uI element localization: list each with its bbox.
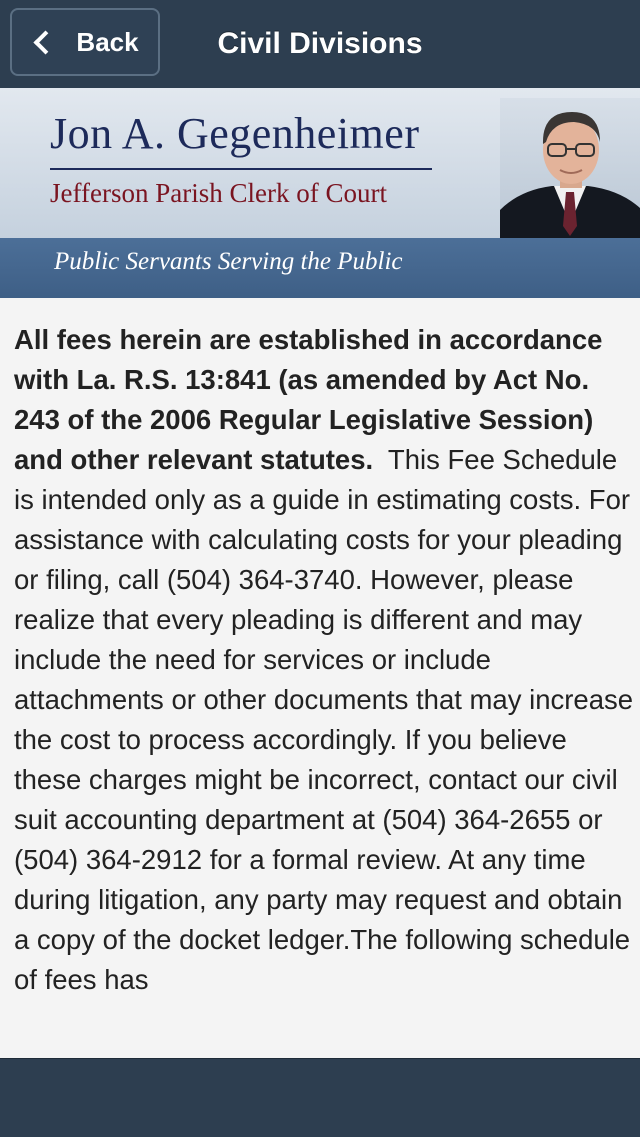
clerk-portrait-image (500, 98, 640, 238)
navigation-bar (0, 0, 640, 89)
bottom-toolbar (0, 1058, 640, 1137)
fee-guide-text: This Fee Schedule is intended only as a guide in estimating costs. For assistance with calculating costs for your pleading or filing, call (504) 364-3740. However, please realize that every pleading is different and may include the need for services or include attachments or other documents that may increase the cost to process accordingly. If you believe these charges might be incorrect, contact our civil suit accounting department at (504) 364-2655 or (504) 364-2912 for a formal review. At any time during litigation, any party may request and obtain a copy of the docket ledger.The following schedule of fees has (14, 444, 634, 995)
back-button[interactable] (10, 8, 160, 76)
back-button-label: Back (76, 26, 139, 57)
tagline: Public Servants Serving the Public (54, 248, 403, 275)
content-scroll-area[interactable] (0, 298, 640, 1058)
banner-divider (50, 168, 432, 170)
banner-office-title: Jefferson Parish Clerk of Court (50, 178, 387, 208)
fee-schedule-paragraph (0, 298, 640, 1000)
header-banner (0, 88, 640, 238)
chevron-left-icon (34, 30, 58, 54)
tagline-bar (0, 238, 640, 298)
banner-name: Jon A. Gegenheimer (50, 109, 420, 158)
fee-statute-text: All fees herein are established in accordance with La. R.S. 13:841 (as amended by Act No. 243 of the 2006 Regular Legislative Session) and other relevant statutes. (14, 324, 603, 475)
page-title: Civil Divisions (217, 27, 423, 60)
